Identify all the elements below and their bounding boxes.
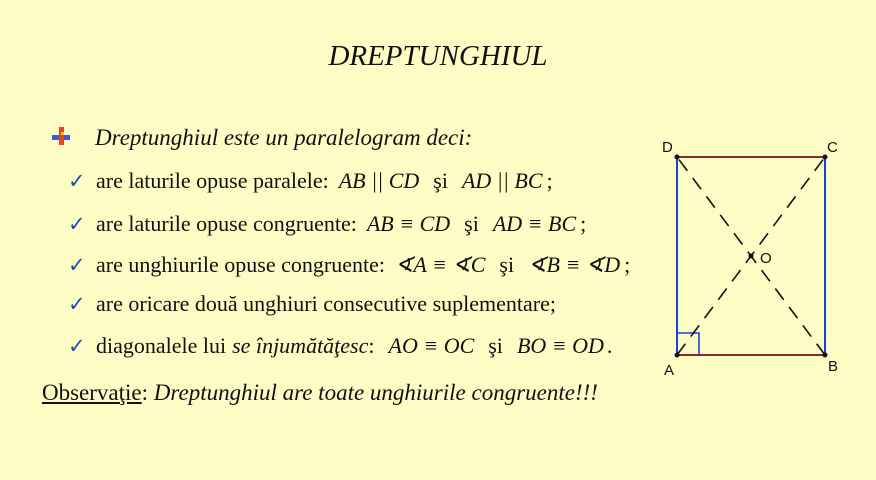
observation-sep: :	[141, 380, 149, 405]
conjunction: şi	[488, 333, 503, 358]
property-item-congruent-angles	[68, 252, 630, 278]
math-expression: AB || CD	[338, 168, 420, 193]
observation-label: Observaţie	[42, 380, 142, 405]
rectangle-figure	[650, 130, 850, 380]
item-emphasis: se înjumătăţesc	[232, 333, 369, 358]
label-B: B	[828, 358, 839, 375]
property-item-supplementary-angles	[68, 291, 556, 317]
observation	[42, 380, 598, 406]
item-end: ;	[624, 252, 631, 277]
property-item-diagonals	[68, 333, 612, 359]
math-expression: BO ≡ OD	[516, 333, 604, 358]
conjunction: şi	[433, 168, 448, 193]
check-icon: ✓	[68, 253, 86, 277]
item-end: .	[606, 333, 613, 358]
point-O	[749, 254, 754, 259]
check-icon: ✓	[68, 212, 86, 236]
label-D: D	[662, 139, 673, 156]
math-expression: AD ≡ BC	[492, 211, 577, 236]
observation-text: Dreptunghiul are toate unghiurile congruente!!!	[153, 380, 598, 405]
point-B	[823, 353, 828, 358]
conjunction: şi	[464, 211, 479, 236]
intro-text: Dreptunghiul este un paralelogram deci:	[95, 125, 473, 150]
math-expression: AD || BC	[461, 168, 543, 193]
property-item-parallel-sides	[68, 168, 553, 194]
check-icon: ✓	[68, 292, 86, 316]
item-colon: :	[368, 333, 375, 358]
item-end: ;	[580, 211, 587, 236]
label-O: O	[760, 250, 772, 267]
check-icon: ✓	[68, 169, 86, 193]
bullet-icon	[50, 125, 74, 149]
check-icon: ✓	[68, 334, 86, 358]
item-end: ;	[546, 168, 553, 193]
item-text: are oricare două unghiuri consecutive suplementare;	[96, 291, 556, 316]
item-text: diagonalele lui	[96, 333, 227, 358]
page-title: DREPTUNGHIUL	[328, 40, 548, 72]
conjunction: şi	[499, 252, 515, 277]
point-A	[675, 353, 680, 358]
item-text: are laturile opuse paralele:	[96, 168, 329, 193]
math-expression: ∢A ≡ ∢C	[394, 252, 486, 277]
math-expression: AB ≡ CD	[366, 211, 451, 236]
label-A: A	[664, 362, 675, 379]
point-D	[675, 155, 680, 160]
item-text: are laturile opuse congruente:	[96, 211, 357, 236]
label-C: C	[827, 139, 838, 156]
property-item-congruent-sides	[68, 211, 586, 237]
math-expression: ∢B ≡ ∢D	[528, 252, 621, 277]
math-expression: AO ≡ OC	[388, 333, 475, 358]
item-text: are unghiurile opuse congruente:	[96, 252, 385, 277]
